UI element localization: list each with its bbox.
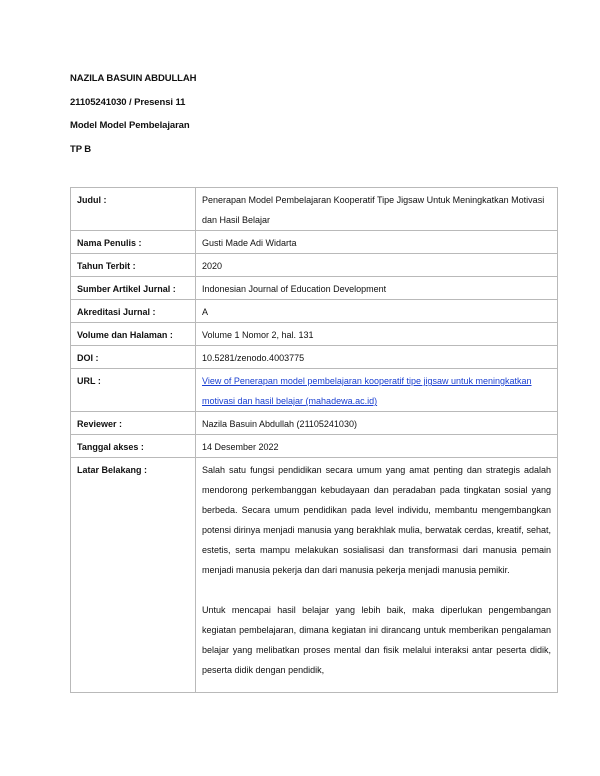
table-row (71, 188, 558, 231)
course-title: Model Model Pembelajaran (70, 120, 190, 131)
doi-value: 10.5281/zenodo.4003775 (196, 346, 558, 369)
judul-value: Penerapan Model Pembelajaran Kooperatif Tipe Jigsaw Untuk Meningkatkan Motivasi dan Hasil Belajar (196, 188, 558, 231)
table-row (71, 300, 558, 323)
table-row (71, 435, 558, 458)
page-cut-spacer (202, 680, 551, 692)
volume-value: Volume 1 Nomor 2, hal. 131 (196, 323, 558, 346)
judul-label: Judul : (71, 188, 196, 231)
penulis-label: Nama Penulis : (71, 231, 196, 254)
table-row (71, 458, 558, 693)
penulis-value: Gusti Made Adi Widarta (196, 231, 558, 254)
table-row (71, 323, 558, 346)
paragraph-gap (202, 580, 551, 600)
table-row (71, 369, 558, 412)
url-label: URL : (71, 369, 196, 412)
url-cell (196, 369, 558, 412)
doi-label: DOI : (71, 346, 196, 369)
tahun-value: 2020 (196, 254, 558, 277)
reviewer-label: Reviewer : (71, 412, 196, 435)
article-url-link[interactable]: View of Penerapan model pembelajaran kooperatif tipe jigsaw untuk meningkatkan motivasi dan hasil belajar (mahadewa.ac.id) (202, 376, 532, 406)
latar-cell (196, 458, 558, 693)
latar-label: Latar Belakang : (71, 458, 196, 693)
reviewer-value: Nazila Basuin Abdullah (21105241030) (196, 412, 558, 435)
table-row (71, 231, 558, 254)
class-label: TP B (70, 144, 92, 155)
akses-label: Tanggal akses : (71, 435, 196, 458)
volume-label: Volume dan Halaman : (71, 323, 196, 346)
table-row (71, 254, 558, 277)
table-row (71, 277, 558, 300)
review-table (70, 187, 558, 693)
akreditasi-value: A (196, 300, 558, 323)
author-name: NAZILA BASUIN ABDULLAH (70, 73, 197, 84)
akreditasi-label: Akreditasi Jurnal : (71, 300, 196, 323)
table-row (71, 346, 558, 369)
student-id-line: 21105241030 / Presensi 11 (70, 97, 186, 108)
sumber-value: Indonesian Journal of Education Development (196, 277, 558, 300)
akses-value: 14 Desember 2022 (196, 435, 558, 458)
tahun-label: Tahun Terbit : (71, 254, 196, 277)
latar-paragraph-2: Untuk mencapai hasil belajar yang lebih baik, maka diperlukan pengembangan kegiatan pembelajaran, dimana kegiatan ini dirancang untuk memberikan pengalaman belajar yang melibatkan proses mental dan fisik melalui interaksi antar peserta didik, peserta didik dengan pendidik, (202, 605, 551, 675)
latar-paragraph-1: Salah satu fungsi pendidikan secara umum yang amat penting dan strategis adalah mendorong perkembanggan kebudayaan dan peradaban pada tingkatan sosial yang berbeda. Secara umum pendidikan pada level individu, membantu mengembangkan potensi dirinya menjadi manusia yang berakhlak mulia, berwatak cerdas, kreatif, sehat, estetis, serta mampu melakukan sosialisasi dan transformasi dari manusia pemain menjadi manusia pekerja dan dari manusia pekerja menjadi manusia pemikir. (202, 465, 551, 575)
table-row (71, 412, 558, 435)
sumber-label: Sumber Artikel Jurnal : (71, 277, 196, 300)
